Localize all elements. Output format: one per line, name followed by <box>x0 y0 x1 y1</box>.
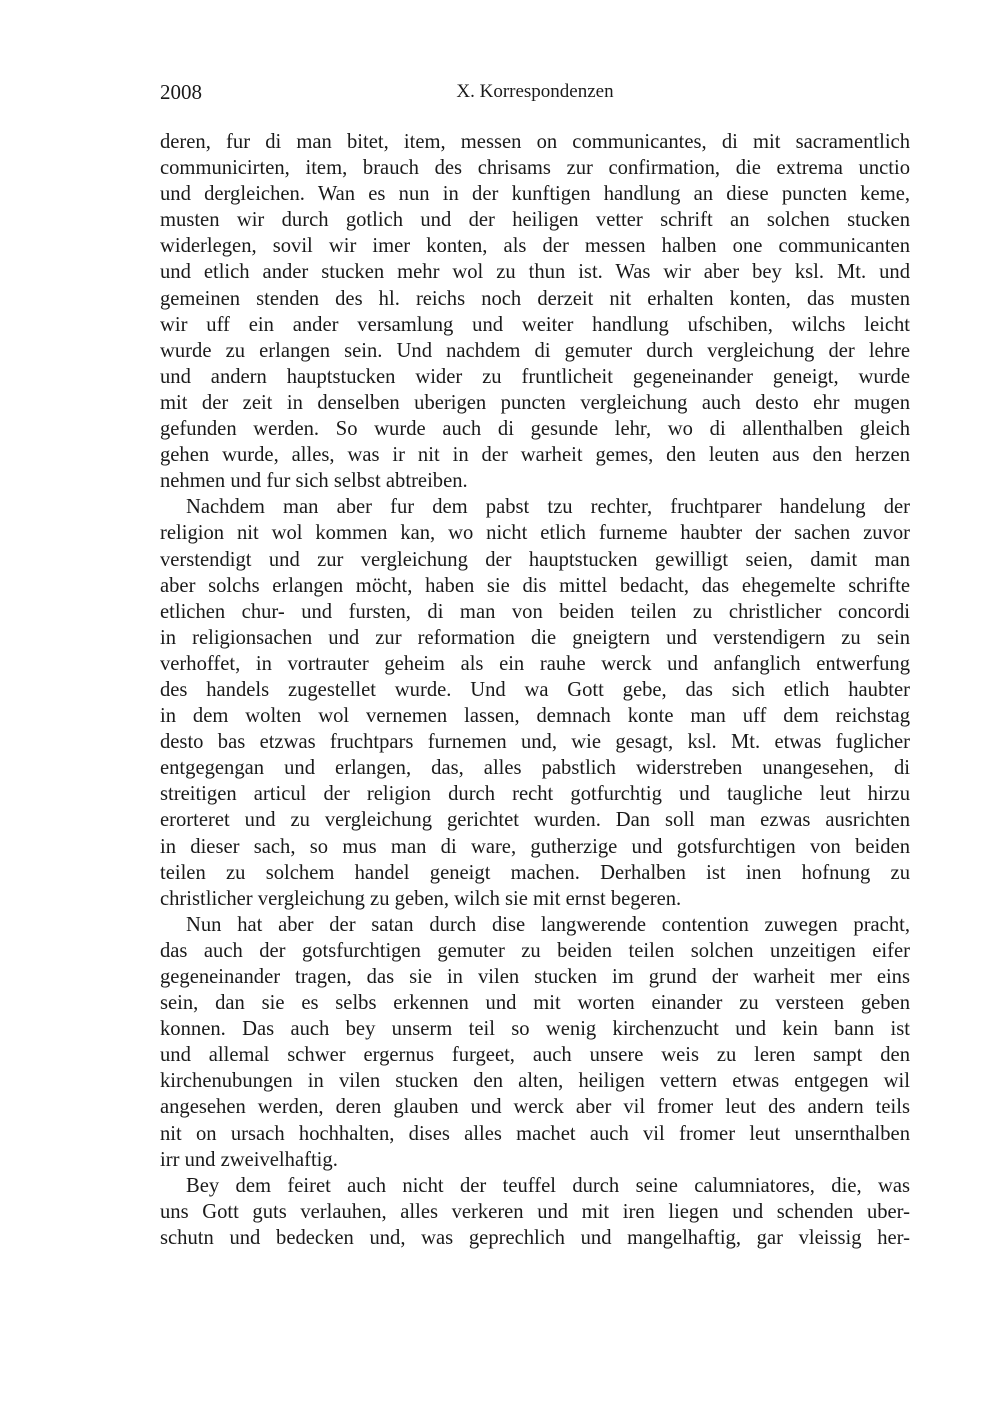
page-header <box>160 78 910 108</box>
text-line: wir uff ein ander versamlung und weiter handlung ufschiben, wilchs leicht <box>160 313 910 336</box>
text-line: etlichen chur- und fursten, di man von beiden teilen zu christlicher concordi <box>160 600 910 623</box>
text-line: kirchenubungen in vilen stucken den alten, heiligen vettern etwas entgegen wil <box>160 1070 910 1093</box>
text-line: religion nit wol kommen kan, wo nicht etlich furneme haubter der sachen zuvor <box>160 522 910 545</box>
text-line: und etlich ander stucken mehr wol zu thun ist. Was wir aber bey ksl. Mt. und <box>160 261 910 284</box>
text-line: desto bas etzwas fruchtpars furnemen und, wie gesagt, ksl. Mt. etwas fuglicher <box>160 731 910 754</box>
text-line: Bey dem feiret auch nicht der teuffel durch seine calumniatores, die, was <box>186 1174 910 1197</box>
text-line: wurde zu erlangen sein. Und nachdem di gemuter durch vergleichung der lehre <box>160 339 910 362</box>
text-line: das auch der gotsfurchtigen gemuter zu beiden teilen solchen unzeitigen eifer <box>160 939 910 962</box>
text-line: streitigen articul der religion durch recht gotfurchtig und taugliche leut hirzu <box>160 783 910 806</box>
text-line: konnen. Das auch bey unserm teil so wenig kirchenzucht und kein bann ist <box>160 1018 910 1041</box>
text-line: gefunden werden. So wurde auch di gesunde lehr, wo di allenthalben gleich <box>160 418 910 441</box>
text-line: mit der zeit in denselben uberigen puncten vergleichung auch desto ehr mugen <box>160 391 910 414</box>
text-line: Nun hat aber der satan durch dise langwerende contention zuwegen pracht, <box>186 913 910 936</box>
text-line: irr und zweivelhaftig. <box>160 1148 338 1171</box>
text-line: in religionsachen und zur reformation die gneigtern und verstendigern zu sein <box>160 626 910 649</box>
paragraph <box>160 129 910 494</box>
body-text <box>160 129 910 1251</box>
text-line: in dem wolten wol vernemen lassen, demnach konte man uff dem reichstag <box>160 705 910 728</box>
text-line: gehen wurde, alles, was ir nit in der warheit gemes, den leuten aus den herzen <box>160 444 910 467</box>
text-line: und dergleichen. Wan es nun in der kunftigen handlung an diese puncten keme, <box>160 183 910 206</box>
text-line: in dieser sach, so mus man di ware, gutherzige und gotsfurchtigen von beiden <box>160 835 910 858</box>
text-line: und allemal schwer ergernus furgeet, auch unsere weis zu leren sampt den <box>160 1044 910 1067</box>
text-line: entgegengan und erlangen, das, alles pabstlich widerstreben unangesehen, di <box>160 757 910 780</box>
text-line: deren, fur di man bitet, item, messen on communicantes, di mit sacramentlich <box>160 131 910 153</box>
text-line: erorteret und zu vergleichung gerichtet wurden. Dan soll man ezwas ausrichten <box>160 809 910 832</box>
text-line: communicirten, item, brauch des chrisams zur confirmation, die extrema unctio <box>160 157 910 180</box>
paragraph <box>160 1173 910 1251</box>
text-line: angesehen werden, deren glauben und werck aber vil fromer leut des andern teils <box>160 1096 910 1119</box>
text-line: gemeinen stenden des hl. reichs noch derzeit nit erhalten konten, das musten <box>160 287 910 310</box>
text-line: des handels zugestellet wurde. Und wa Gott gebe, das sich etlich haubter <box>160 678 910 701</box>
text-line: nit on ursach hochhalten, dises alles machet auch vil fromer leut unsernthalben <box>160 1122 910 1145</box>
text-line: verstendigt und zur vergleichung der hauptstucken gewilligt seien, damit man <box>160 548 910 571</box>
text-line: musten wir durch gotlich und der heiligen vetter schrift an solchen stucken <box>160 209 910 232</box>
text-line: Nachdem man aber fur dem pabst tzu rechter, fruchtparer handelung der <box>186 496 910 519</box>
text-line: gegeneinander tragen, das sie in vilen stucken im grund der warheit mer eins <box>160 966 910 988</box>
text-line: aber solchs erlangen möcht, haben sie dis mittel bedacht, das ehegemelte schrifte <box>160 574 910 597</box>
running-title: X. Korrespondenzen <box>456 81 614 102</box>
paragraph <box>160 494 910 912</box>
text-line: und andern hauptstucken wider zu fruntlicheit gegeneinander geneigt, wurde <box>160 365 910 388</box>
document-page <box>160 78 910 1251</box>
page-number: 2008 <box>160 80 202 104</box>
text-line: teilen zu solchem handel geneigt machen. Derhalben ist inen hofnung zu <box>160 861 910 884</box>
text-line: uns Gott guts verlauhen, alles verkeren und mit iren liegen und schenden uber- <box>160 1200 910 1223</box>
text-line: widerlegen, sovil wir imer konten, als der messen halben one communicanten <box>160 235 910 258</box>
text-line: sein, dan sie es selbs erkennen und mit worten einander zu versteen geben <box>160 992 910 1015</box>
text-line: nehmen und fur sich selbst abtreiben. <box>160 470 468 493</box>
paragraph <box>160 912 910 1173</box>
text-line: verhoffet, in vortrauter geheim als ein rauhe werck und anfanglich entwerfung <box>160 652 910 675</box>
text-line: schutn und bedecken und, was geprechlich und mangelhaftig, gar vleissig her- <box>160 1226 910 1249</box>
text-line: christlicher vergleichung zu geben, wilch sie mit ernst begeren. <box>160 887 682 910</box>
